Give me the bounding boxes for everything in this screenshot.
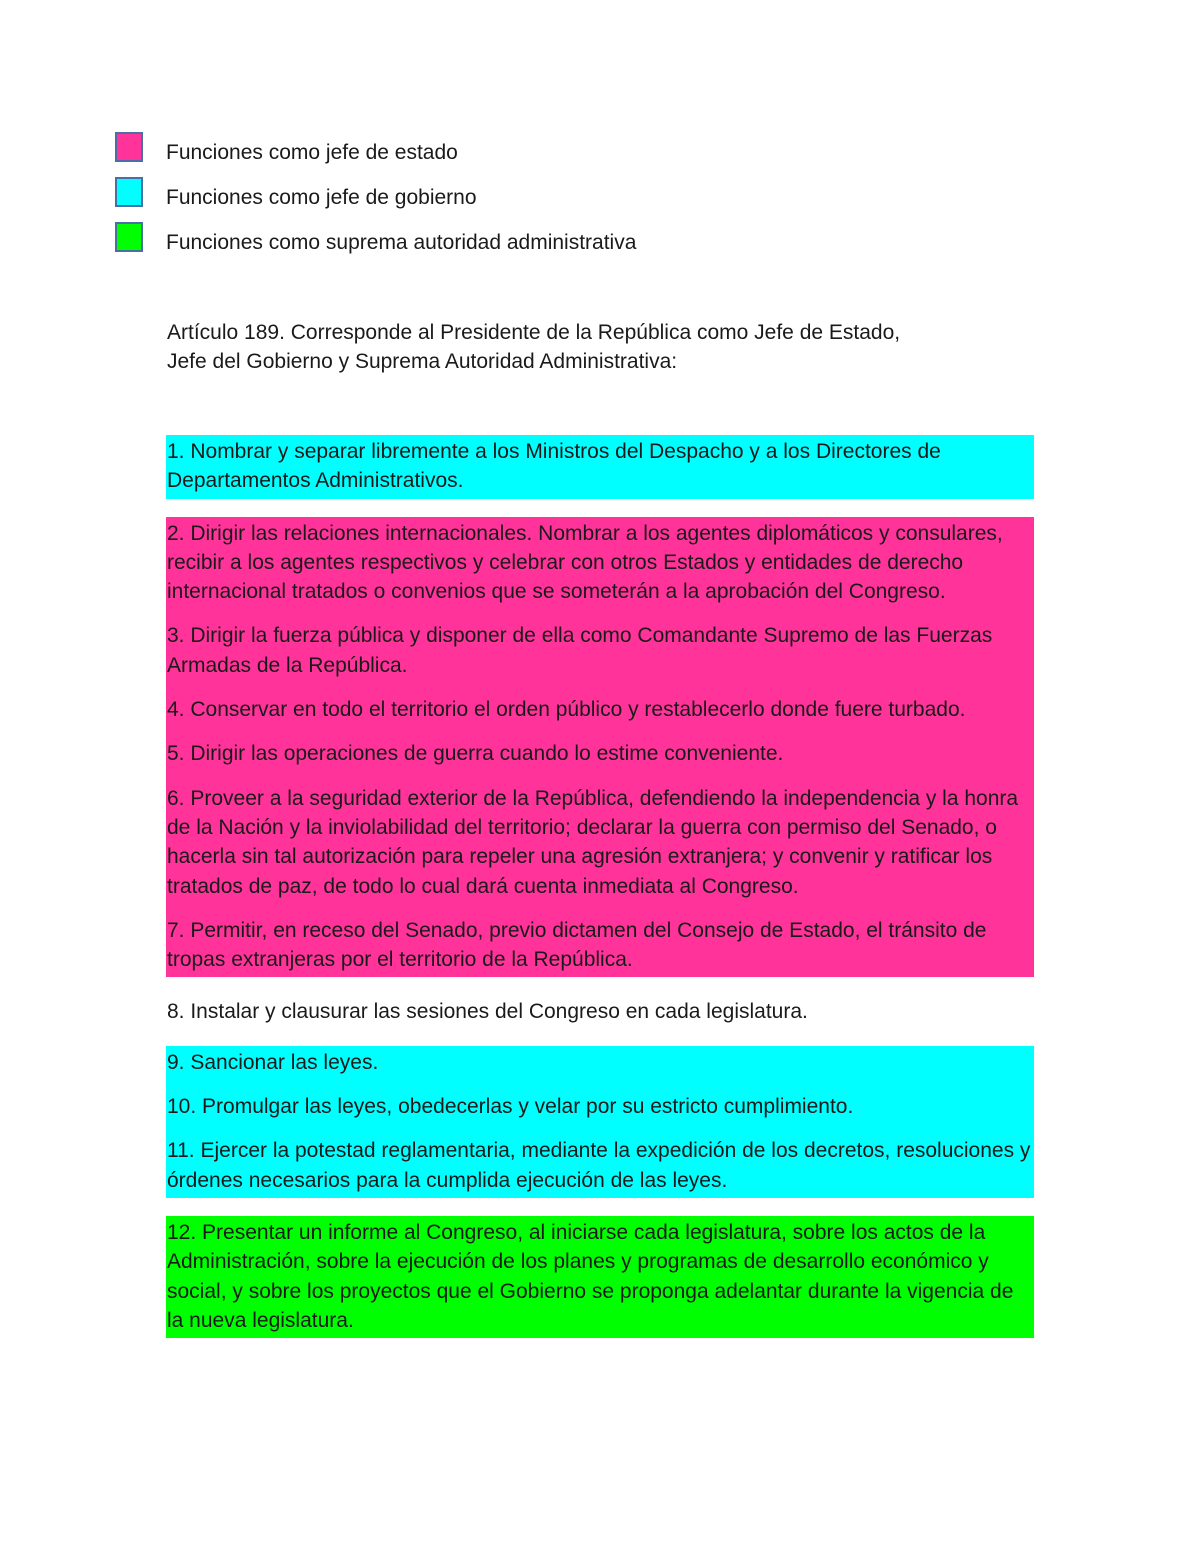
article-items: [166, 435, 1034, 1356]
article-item-11: 11. Ejercer la potestad reglamentaria, mediante la expedición de los decretos, resoluciones y órdenes necesarios para la cumplida ejecución de las leyes.: [167, 1139, 1031, 1192]
legend-swatch-cyan: [115, 177, 143, 207]
article-item-9: 9. Sancionar las leyes.: [167, 1050, 379, 1074]
article-intro: [167, 318, 1037, 376]
legend-swatch-pink: [115, 132, 143, 162]
legend-row-jefe-gobierno: [115, 175, 1015, 220]
article-item-2: 2. Dirigir las relaciones internacionales. Nombrar a los agentes diplomáticos y consulares, recibir a los agentes respectivos y celebrar con otros Estados y entidades de derecho internacional tratados o convenios que se someterán a la aprobación del Congreso.: [167, 521, 1003, 604]
article-item-4: 4. Conservar en todo el territorio el orden público y restablecerlo donde fuere turbado.: [167, 698, 966, 722]
unhighlighted-block: [166, 995, 1034, 1029]
article-intro-line-1: Artículo 189. Corresponde al Presidente de la República como Jefe de Estado,: [167, 321, 901, 344]
article-item-3: 3. Dirigir la fuerza pública y disponer de ella como Comandante Supremo de las Fuerzas Armadas de la República.: [167, 624, 993, 677]
highlight-block-administrativa: [166, 1216, 1034, 1338]
highlight-block-gobierno: [166, 435, 1034, 499]
article-item-10: 10. Promulgar las leyes, obedecerlas y velar por su estricto cumplimiento.: [167, 1095, 854, 1119]
article-item-6: 6. Proveer a la seguridad exterior de la República, defendiendo la independencia y la honra de la Nación y la inviolabilidad del territorio; declarar la guerra con permiso del Senado, o hacerla sin tal autorización para repeler una agresión extranjera; y convenir y ratificar los tratados de paz, de todo lo cual dará cuenta inmediata al Congreso.: [167, 786, 1019, 898]
legend-label-jefe-estado: Funciones como jefe de estado: [166, 141, 458, 164]
article-item-1: 1. Nombrar y separar libremente a los Ministros del Despacho y a los Directores de Departamentos Administrativos.: [167, 440, 941, 493]
legend-swatch-green: [115, 222, 143, 252]
article-item-8: 8. Instalar y clausurar las sesiones del Congreso en cada legislatura.: [167, 1000, 808, 1024]
legend-row-suprema-autoridad: [115, 220, 1015, 265]
highlight-block-estado: [166, 517, 1034, 978]
highlight-block-gobierno-2: [166, 1046, 1034, 1198]
color-legend: [115, 130, 1015, 265]
legend-label-suprema-autoridad: Funciones como suprema autoridad administrativa: [166, 231, 637, 254]
article-item-5: 5. Dirigir las operaciones de guerra cuando lo estime conveniente.: [167, 742, 784, 766]
legend-label-jefe-gobierno: Funciones como jefe de gobierno: [166, 186, 477, 209]
article-item-7: 7. Permitir, en receso del Senado, previo dictamen del Consejo de Estado, el tránsito de tropas extranjeras por el territorio de la República.: [167, 918, 987, 972]
article-item-12: 12. Presentar un informe al Congreso, al iniciarse cada legislatura, sobre los actos de la Administración, sobre la ejecución de los planes y programas de desarrollo económico y social, y sobre los proyectos que el Gobierno se proponga adelantar durante la vigencia de la nueva legislatura.: [167, 1220, 1014, 1332]
article-intro-line-2: Jefe del Gobierno y Suprema Autoridad Administrativa:: [167, 350, 678, 373]
legend-row-jefe-estado: [115, 130, 1015, 175]
